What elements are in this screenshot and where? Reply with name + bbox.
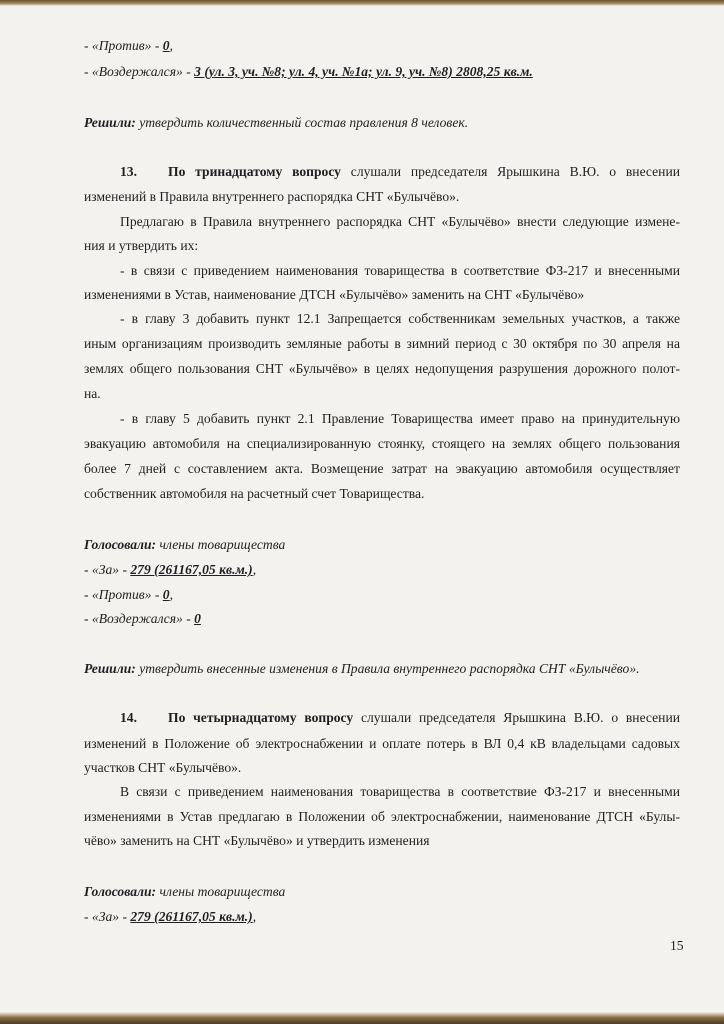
decision-line xyxy=(84,114,468,132)
vote-label: - «Воздержался» - xyxy=(84,611,195,626)
q14-line: участков СНТ «Булычёво». xyxy=(84,760,242,775)
decision-label: Решили: xyxy=(84,115,136,130)
vote-value: 0 xyxy=(162,587,170,602)
q14-voted-line xyxy=(84,883,285,901)
vote-value: 279 (261167,05 кв.м.) xyxy=(130,562,253,577)
q13-line: эвакуацию автомобиля на специализированную стоянку, стоящего на землях общего пользования xyxy=(84,436,680,451)
q13-text: слушали председателя Ярышкина В.Ю. о внесении xyxy=(340,164,680,179)
q13-line: ния и утвердить их: xyxy=(84,238,199,253)
scan-edge-top xyxy=(0,0,724,6)
vote-against-line: - «Против» - 0, xyxy=(84,38,173,53)
vote-label: - «Против» - xyxy=(84,587,163,602)
voted-label: Голосовали: xyxy=(84,884,157,899)
voted-text: члены товарищества xyxy=(156,884,286,899)
q13-vote-against: - «Против» - 0, xyxy=(84,587,173,602)
q13-line: - в главу 5 добавить пункт 2.1 Правление Товарищества имеет право на принудительную xyxy=(120,411,680,426)
vote-label: - «За» - xyxy=(84,562,131,577)
vote-value: 3 (ул. 3, уч. №8; ул. 4, уч. №1а; ул. 9, уч. №8) 2808,25 кв.м. xyxy=(194,64,533,79)
q13-line: изменениями в Устав, наименование ДТСН «Булычёво» заменить на СНТ «Булычёво» xyxy=(84,287,585,302)
q14-line: чёво» заменить на СНТ «Булычёво» и утвердить изменения xyxy=(84,833,430,848)
q13-decision xyxy=(84,660,640,678)
q13-voted-line xyxy=(84,536,285,554)
vote-label: - «За» - xyxy=(84,909,131,924)
vote-label: - «Против» - xyxy=(84,38,163,53)
vote-value: 0 xyxy=(162,38,170,53)
voted-label: Голосовали: xyxy=(84,537,157,552)
q13-vote-for: - «За» - 279 (261167,05 кв.м.), xyxy=(84,562,257,577)
q13-line: Предлагаю в Правила внутреннего распорядка СНТ «Булычёво» внести следующие измене- xyxy=(120,214,680,229)
decision-label: Решили: xyxy=(84,661,136,676)
decision-text: утвердить количественный состав правления 8 человек. xyxy=(135,115,469,130)
q13-line: изменений в Правила внутреннего распорядка СНТ «Булычёво». xyxy=(84,189,460,204)
scan-edge-bottom xyxy=(0,1012,724,1024)
q13-line: более 7 дней с составлением акта. Возмещение затрат на эвакуацию автомобиля осуществляет xyxy=(84,461,680,476)
q13-line: иным организациям производить земляные работы в зимний период с 30 октября по 30 апреля на xyxy=(84,336,680,351)
q14-heading: По четырнадцатому вопросу xyxy=(168,710,354,725)
vote-value: 279 (261167,05 кв.м.) xyxy=(130,909,253,924)
vote-abstain-line xyxy=(84,63,533,81)
q13-line: собственник автомобиля на расчетный счет Товарищества. xyxy=(84,486,425,501)
q13-number: 13. xyxy=(120,164,137,179)
q13-line: - в главу 3 добавить пункт 12.1 Запрещается собственникам земельных участков, а также xyxy=(120,311,680,326)
voted-text: члены товарищества xyxy=(156,537,286,552)
q13-vote-abstain xyxy=(84,610,201,628)
q14-line: изменениями в Устав предлагаю в Положении об электроснабжении, наименование ДТСН «Булы- xyxy=(84,809,680,824)
vote-label: - «Воздержался» - xyxy=(84,64,195,79)
q13-line: на. xyxy=(84,386,101,401)
q14-text: слушали председателя Ярышкина В.Ю. о внесении xyxy=(353,710,680,725)
q14-line: В связи с приведением наименования товарищества в соответствие ФЗ-217 и внесенными xyxy=(120,784,680,799)
q14-number: 14. xyxy=(120,710,137,725)
decision-text: утвердить внесенные изменения в Правила внутреннего распорядка СНТ «Булычёво». xyxy=(135,661,640,676)
q14-vote-for: - «За» - 279 (261167,05 кв.м.), xyxy=(84,909,257,924)
q13-line: землях общего пользования СНТ «Булычёво» в целях недопущения разрушения дорожного полот- xyxy=(84,361,680,376)
page-number: 15 xyxy=(670,938,684,953)
vote-value: 0 xyxy=(194,611,201,626)
q13-heading: По тринадцатому вопросу xyxy=(168,164,341,179)
q13-line: - в связи с приведением наименования товарищества в соответствие ФЗ-217 и внесенными xyxy=(120,263,680,278)
q14-line: изменений в Положение об электроснабжении и оплате потерь в ВЛ 0,4 кВ владельцами садовых xyxy=(84,736,680,751)
